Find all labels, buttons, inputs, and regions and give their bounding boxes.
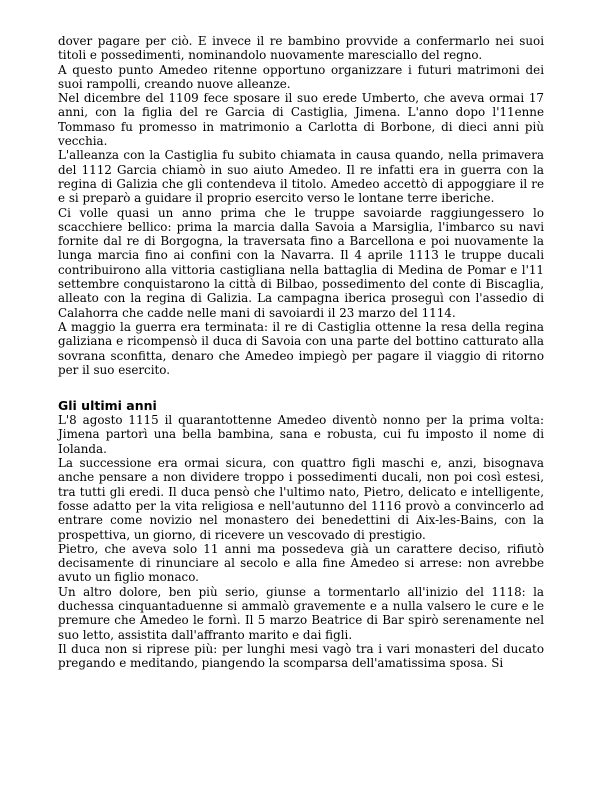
paragraph-duchess-death: Un altro dolore, ben più serio, giunse a tormentarlo all'inizio del 1118: la duchessa cinquantaduenne si ammalò gravemente e a nulla valsero le cure e le premure che Amedeo le fornì. Il 5 marzo Beatrice di Bar spirò serenamente nel suo letto, assistita dall'affranto marito e dai figli. [58, 584, 544, 642]
paragraph-succession: La successione era ormai sicura, con quattro figli maschi e, anzi, bisognava anche pensare a non dividere troppo i possedimenti ducali, non poi così estesi, tra tutti gli eredi. Il duca pensò che l'ultimo nato, Pietro, delicato e intelligente, fosse adatto per la vita religiosa e nell'autunno del 1116 provò a convincerlo ad entrare come novizio nel monastero dei benedettini di Aix-les-Bains, con la prospettiva, un giorno, di ricevere un vescovado di prestigio. [58, 456, 544, 542]
paragraph-pietro-refusal: Pietro, che aveva solo 11 anni ma possedeva già un carattere deciso, rifiutò decisamente di rinunciare al secolo e alla fine Amedeo si arrese: non avrebbe avuto un figlio monaco. [58, 541, 544, 585]
paragraph-marriages-plan: A questo punto Amedeo ritenne opportuno organizzare i futuri matrimoni dei suoi rampolli, creando nuove alleanze. [58, 62, 544, 91]
paragraph-war-end: A maggio la guerra era terminata: il re di Castiglia ottenne la resa della regina galiziana e ricompensò il duca di Savoia con una parte del bottino catturato alla sovrana sconfitta, denaro che Amedeo impiegò per pagare il viaggio di ritorno per il suo esercito. [58, 319, 544, 377]
paragraph-grandchild: L'8 agosto 1115 il quarantottenne Amedeo diventò nonno per la prima volta: Jimena partorì una bella bambina, sana e robusta, cui fu imposto il nome di Iolanda. [58, 413, 544, 456]
paragraph-castile-alliance: L'alleanza con la Castiglia fu subito chiamata in causa quando, nella primavera del 1112 Garcia chiamò in suo aiuto Amedeo. Il re infatti era in guerra con la regina di Galizia che gli contendeva il titolo. Amedeo accettò di appoggiare il re e si preparò a guidare il proprio esercito verso le lontane terre iberiche. [58, 148, 544, 206]
paragraph-iberian-campaign: Ci volle quasi un anno prima che le truppe savoiarde raggiungessero lo scacchiere bellico: prima la marcia dalla Savoia a Marsiglia, l'imbarco su navi fornite dal re di Borgogna, la traversata fino a Barcellona e poi nuovamente la lunga marcia fino ai confini con la Navarra. Il 4 aprile 1113 le truppe ducali contribuirono alla vittoria castigliana nella battaglia di Medina de Pomar e l'11 settembre conquistarono la città di Bilbao, possedimento del conte di Biscaglia, alleato con la regina di Galizia. La campagna iberica proseguì con l'assedio di Calahorra che cadde nelle mani di savoiardi il 23 marzo del 1114. [58, 205, 544, 320]
section-heading: Gli ultimi anni [58, 398, 157, 414]
document-page [58, 34, 544, 670]
paragraph-confirmation: dover pagare per ciò. E invece il re bambino provvide a confermarlo nei suoi titoli e possedimenti, nominandolo nuovamente maresciallo del regno. [58, 34, 544, 63]
paragraph-mourning: Il duca non si riprese più: per lunghi mesi vagò tra i vari monasteri del ducato pregando e meditando, piangendo la scomparsa dell'amatissima sposa. Si [58, 641, 544, 671]
paragraph-umberto-marriage: Nel dicembre del 1109 fece sposare il suo erede Umberto, che aveva ormai 17 anni, con la figlia del re Garcia di Castiglia, Jimena. L'anno dopo l'11enne Tommaso fu promesso in matrimonio a Carlotta di Borbone, di dieci anni più vecchia. [58, 91, 544, 149]
